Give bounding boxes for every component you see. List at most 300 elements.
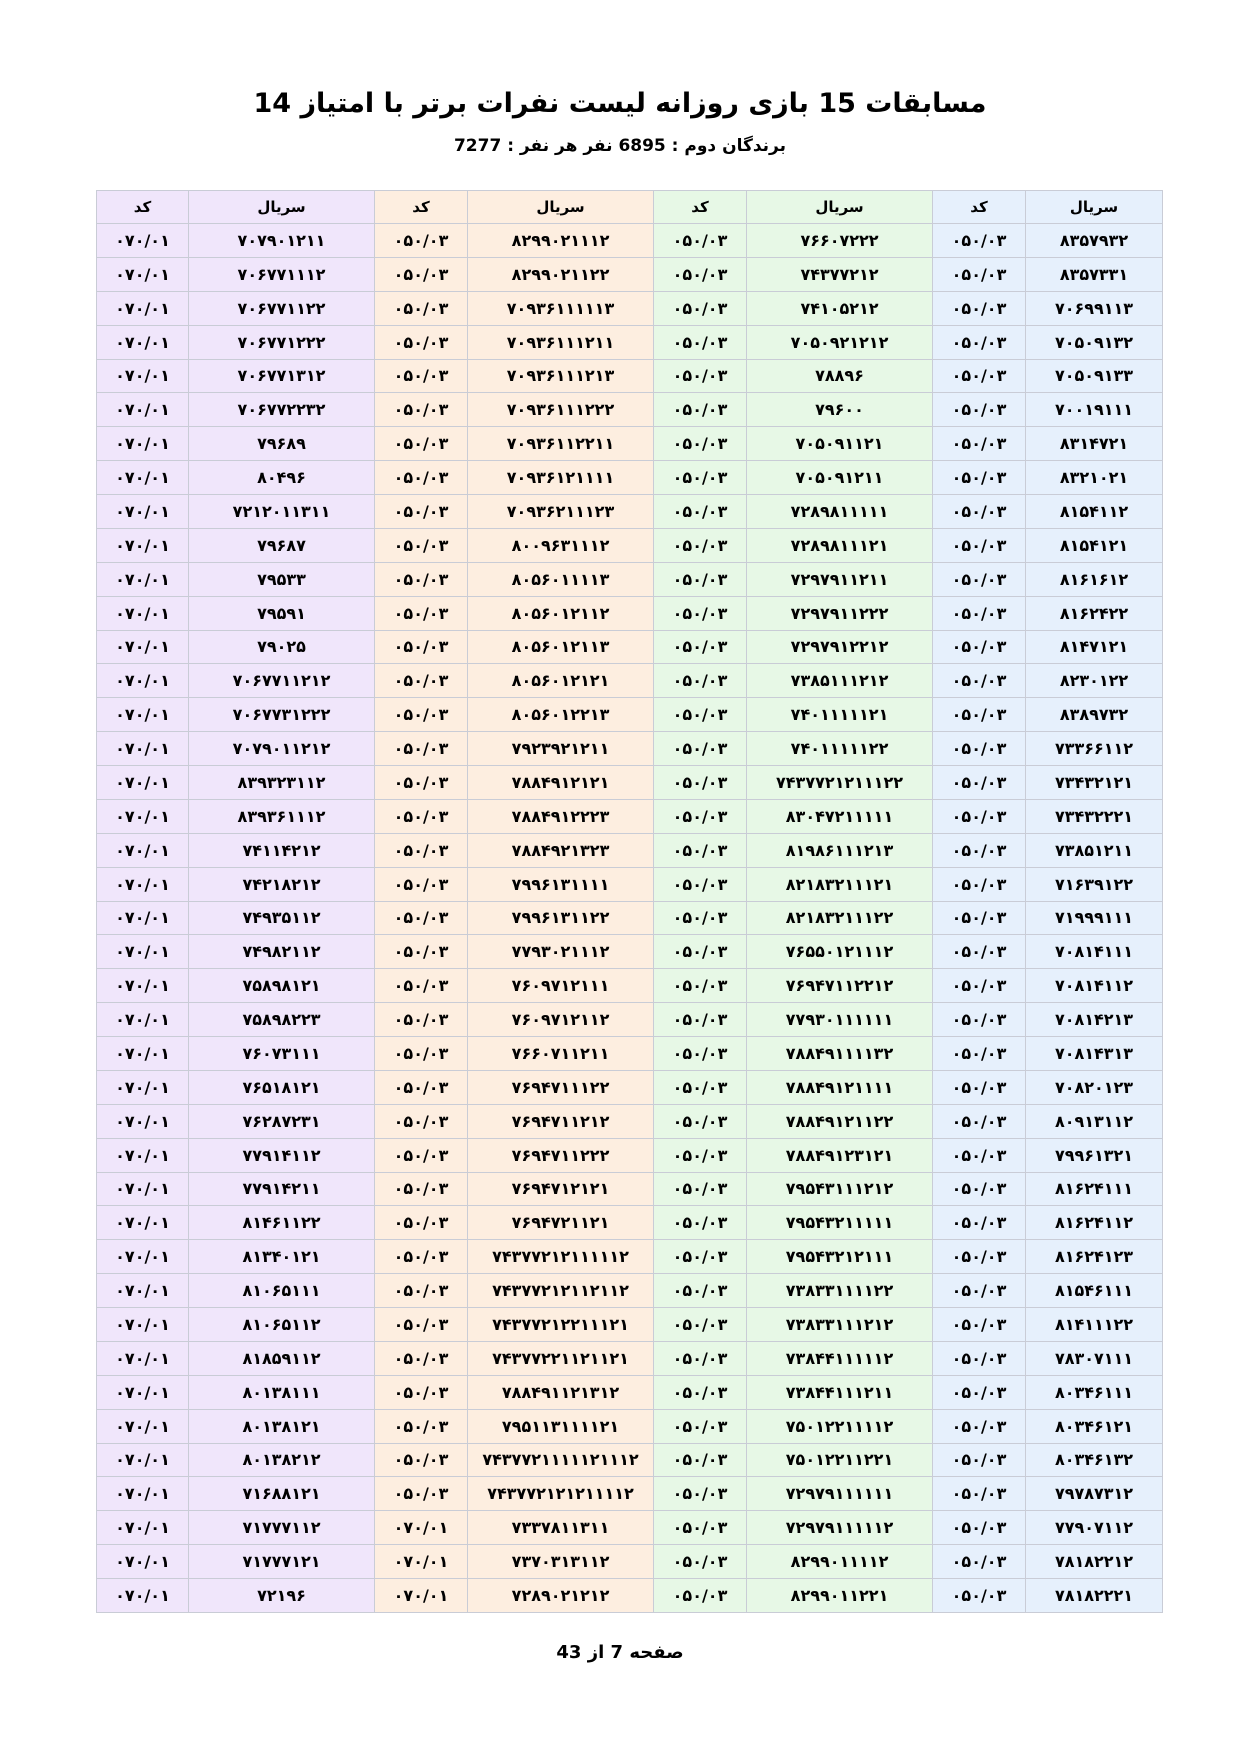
serial-cell: ۷۲۸۹۸۱۱۱۲۱ [747,529,932,563]
code-cell: ۰۵۰/۰۳ [933,698,1025,732]
serial-cell: ۸۱۶۱۶۱۲ [1026,563,1162,597]
code-cell: ۰۵۰/۰۳ [933,427,1025,461]
serial-cell: ۷۶۹۴۷۱۱۲۱۲ [468,1105,653,1139]
code-cell: ۰۵۰/۰۳ [654,698,746,732]
column-header-serial: سریال [189,190,374,224]
code-cell: ۰۵۰/۰۳ [654,1139,746,1173]
column-serial-3 [468,190,654,1613]
serial-cell: ۷۰۹۳۶۱۱۱۲۲۲ [468,393,653,427]
code-cell: ۰۷۰/۰۱ [97,461,188,495]
serial-cell: ۷۰۵۰۹۱۳۲ [1026,326,1162,360]
serial-cell: ۸۱۶۲۴۱۱۲ [1026,1206,1162,1240]
serial-cell: ۷۵۸۹۸۱۲۱ [189,969,374,1003]
code-cell: ۰۵۰/۰۳ [654,495,746,529]
serial-cell: ۷۵۰۱۲۲۱۱۲۲۱ [747,1444,932,1478]
code-cell: ۰۵۰/۰۳ [933,1545,1025,1579]
serial-cell: ۷۴۳۷۷۲۱۲۲۱۱۱۲۱ [468,1308,653,1342]
code-cell: ۰۵۰/۰۳ [933,1240,1025,1274]
code-cell: ۰۵۰/۰۳ [933,868,1025,902]
code-cell: ۰۵۰/۰۳ [375,563,467,597]
code-cell: ۰۵۰/۰۳ [933,360,1025,394]
serial-cell: ۷۴۳۷۷۲۱۲ [747,258,932,292]
code-cell: ۰۵۰/۰۳ [933,292,1025,326]
code-cell: ۰۵۰/۰۳ [654,631,746,665]
column-code-4 [96,190,189,1613]
serial-cell: ۸۱۴۱۱۱۲۲ [1026,1308,1162,1342]
code-cell: ۰۷۰/۰۱ [97,360,188,394]
serial-cell: ۷۱۹۹۹۱۱۱ [1026,902,1162,936]
serial-cell: ۷۳۴۳۲۲۲۱ [1026,800,1162,834]
code-cell: ۰۵۰/۰۳ [654,1206,746,1240]
code-cell: ۰۵۰/۰۳ [933,1376,1025,1410]
serial-cell: ۸۰۴۹۶ [189,461,374,495]
code-cell: ۰۵۰/۰۳ [654,360,746,394]
code-cell: ۰۵۰/۰۳ [654,732,746,766]
code-cell: ۰۵۰/۰۳ [375,1308,467,1342]
serial-cell: ۷۰۹۳۶۱۱۱۲۱۳ [468,360,653,394]
serial-cell: ۷۴۰۱۱۱۱۱۲۲ [747,732,932,766]
code-cell: ۰۷۰/۰۱ [97,1037,188,1071]
code-cell: ۰۵۰/۰۳ [933,1206,1025,1240]
code-cell: ۰۷۰/۰۱ [97,732,188,766]
serial-cell: ۷۰۶۷۷۳۱۲۲۲ [189,698,374,732]
code-cell: ۰۵۰/۰۳ [654,1376,746,1410]
serial-cell: ۷۱۷۷۷۱۱۲ [189,1511,374,1545]
serial-cell: ۸۱۴۷۱۲۱ [1026,631,1162,665]
serial-cell: ۷۳۸۴۴۱۱۱۲۱۱ [747,1376,932,1410]
code-cell: ۰۷۰/۰۱ [97,1308,188,1342]
serial-cell: ۷۹۶۰۰ [747,393,932,427]
code-cell: ۰۵۰/۰۳ [375,664,467,698]
code-cell: ۰۵۰/۰۳ [375,495,467,529]
column-header-serial: سریال [747,190,932,224]
code-cell: ۰۵۰/۰۳ [654,868,746,902]
code-cell: ۰۵۰/۰۳ [654,664,746,698]
code-cell: ۰۵۰/۰۳ [375,1444,467,1478]
code-cell: ۰۵۰/۰۳ [654,224,746,258]
serial-cell: ۷۰۹۳۶۲۱۱۱۲۳ [468,495,653,529]
code-cell: ۰۵۰/۰۳ [933,631,1025,665]
column-serial-1 [1026,190,1163,1613]
serial-cell: ۷۹۰۲۵ [189,631,374,665]
serial-cell: ۷۳۴۳۲۱۲۱ [1026,766,1162,800]
serial-cell: ۷۶۰۹۷۱۲۱۱۱ [468,969,653,1003]
code-cell: ۰۷۰/۰۱ [97,1240,188,1274]
serial-cell: ۷۸۸۴۹۱۲۲۲۳ [468,800,653,834]
code-cell: ۰۵۰/۰۳ [654,1274,746,1308]
code-cell: ۰۵۰/۰۳ [933,1173,1025,1207]
serial-cell: ۸۲۱۸۳۲۱۱۱۲۱ [747,868,932,902]
serial-cell: ۷۲۸۹۰۲۱۲۱۲ [468,1579,653,1613]
code-cell: ۰۷۰/۰۱ [97,834,188,868]
serial-cell: ۷۴۲۱۸۲۱۲ [189,868,374,902]
code-cell: ۰۷۰/۰۱ [97,1105,188,1139]
code-cell: ۰۷۰/۰۱ [97,1376,188,1410]
serial-cell: ۷۴۱۰۵۲۱۲ [747,292,932,326]
serial-cell: ۸۱۶۲۴۲۲ [1026,597,1162,631]
serial-cell: ۷۰۰۱۹۱۱۱ [1026,393,1162,427]
serial-cell: ۸۱۰۶۵۱۱۱ [189,1274,374,1308]
serial-cell: ۸۲۹۹۰۲۱۱۲۲ [468,258,653,292]
serial-cell: ۸۳۵۷۹۳۲ [1026,224,1162,258]
serial-cell: ۷۶۹۴۷۱۲۱۲۱ [468,1173,653,1207]
code-cell: ۰۵۰/۰۳ [654,766,746,800]
serial-cell: ۷۸۸۴۹۱۱۱۱۳۲ [747,1037,932,1071]
code-cell: ۰۷۰/۰۱ [97,1206,188,1240]
code-cell: ۰۵۰/۰۳ [933,732,1025,766]
serial-cell: ۷۰۶۷۷۱۱۲۱۲ [189,664,374,698]
serial-cell: ۷۸۱۸۲۲۲۱ [1026,1579,1162,1613]
serial-cell: ۷۹۵۹۱ [189,597,374,631]
code-cell: ۰۵۰/۰۳ [654,1410,746,1444]
serial-cell: ۷۴۰۱۱۱۱۱۲۱ [747,698,932,732]
code-cell: ۰۵۰/۰۳ [375,1003,467,1037]
serial-cell: ۷۹۵۳۳ [189,563,374,597]
serial-cell: ۷۴۳۷۷۲۱۱۱۱۱۲۱۱۱۲ [468,1444,653,1478]
code-cell: ۰۷۰/۰۱ [97,1444,188,1478]
serial-cell: ۷۴۳۷۷۲۱۲۱۱۲۱۱۲ [468,1274,653,1308]
code-cell: ۰۵۰/۰۳ [933,834,1025,868]
code-cell: ۰۷۰/۰۱ [97,427,188,461]
serial-cell: ۷۲۹۷۹۱۱۲۱۱ [747,563,932,597]
serial-cell: ۷۹۹۶۱۳۱۱۲۲ [468,902,653,936]
page-number: صفحه 7 از 43 [556,1642,684,1663]
serial-cell: ۷۶۶۰۷۱۱۲۱۱ [468,1037,653,1071]
code-cell: ۰۵۰/۰۳ [375,224,467,258]
serial-cell: ۷۲۸۹۸۱۱۱۱۱ [747,495,932,529]
code-cell: ۰۵۰/۰۳ [375,1376,467,1410]
code-cell: ۰۵۰/۰۳ [654,1477,746,1511]
serial-cell: ۷۳۳۶۶۱۱۲ [1026,732,1162,766]
code-cell: ۰۵۰/۰۳ [654,258,746,292]
code-cell: ۰۷۰/۰۱ [97,1579,188,1613]
serial-cell: ۸۲۹۹۰۱۱۱۱۲ [747,1545,932,1579]
code-cell: ۰۵۰/۰۳ [933,461,1025,495]
serial-cell: ۷۰۷۹۰۱۱۲۱۲ [189,732,374,766]
serial-cell: ۷۸۸۴۹۱۲۱۲۱ [468,766,653,800]
serial-cell: ۷۰۸۱۴۱۱۲ [1026,969,1162,1003]
code-cell: ۰۵۰/۰۳ [654,1511,746,1545]
code-cell: ۰۵۰/۰۳ [933,1477,1025,1511]
serial-cell: ۷۶۵۱۸۱۲۱ [189,1071,374,1105]
serial-cell: ۸۱۳۴۰۱۲۱ [189,1240,374,1274]
code-cell: ۰۵۰/۰۳ [654,969,746,1003]
serial-cell: ۷۰۵۰۹۱۱۲۱ [747,427,932,461]
serial-cell: ۷۸۳۰۷۱۱۱ [1026,1342,1162,1376]
serial-cell: ۸۱۴۶۱۱۲۲ [189,1206,374,1240]
code-cell: ۰۵۰/۰۳ [654,1545,746,1579]
serial-cell: ۷۷۹۱۴۲۱۱ [189,1173,374,1207]
code-cell: ۰۵۰/۰۳ [375,1240,467,1274]
serial-cell: ۷۰۸۱۴۱۱۱ [1026,935,1162,969]
code-cell: ۰۵۰/۰۳ [654,1071,746,1105]
serial-cell: ۷۳۸۴۴۱۱۱۱۱۲ [747,1342,932,1376]
code-cell: ۰۵۰/۰۳ [933,800,1025,834]
code-cell: ۰۵۰/۰۳ [375,1410,467,1444]
column-code-3 [375,190,468,1613]
code-cell: ۰۵۰/۰۳ [933,766,1025,800]
serial-cell: ۸۱۰۶۵۱۱۲ [189,1308,374,1342]
code-cell: ۰۵۰/۰۳ [933,1071,1025,1105]
code-cell: ۰۵۰/۰۳ [375,969,467,1003]
code-cell: ۰۵۰/۰۳ [375,868,467,902]
serial-cell: ۷۹۲۳۹۲۱۲۱۱ [468,732,653,766]
serial-cell: ۷۰۸۱۴۳۱۳ [1026,1037,1162,1071]
serial-cell: ۸۳۹۳۲۳۱۱۲ [189,766,374,800]
serial-cell: ۸۰۵۶۰۱۲۱۱۲ [468,597,653,631]
code-cell: ۰۵۰/۰۳ [375,427,467,461]
code-cell: ۰۵۰/۰۳ [375,1274,467,1308]
serial-cell: ۷۰۹۳۶۱۱۱۱۱۳ [468,292,653,326]
serial-cell: ۷۰۶۷۷۱۱۲۲ [189,292,374,326]
serial-cell: ۷۵۰۱۲۲۱۱۱۱۲ [747,1410,932,1444]
code-cell: ۰۵۰/۰۳ [375,292,467,326]
serial-cell: ۷۷۹۳۰۱۱۱۱۱۱ [747,1003,932,1037]
column-header-code: کد [654,190,746,224]
column-header-code: کد [933,190,1025,224]
serial-cell: ۸۰۵۶۰۱۱۱۱۳ [468,563,653,597]
column-header-serial: سریال [1026,190,1162,224]
code-cell: ۰۷۰/۰۱ [97,969,188,1003]
winners-table [87,190,1163,1613]
serial-cell: ۸۳۲۱۰۲۱ [1026,461,1162,495]
code-cell: ۰۷۰/۰۱ [97,1477,188,1511]
code-cell: ۰۵۰/۰۳ [654,427,746,461]
code-cell: ۰۵۰/۰۳ [375,393,467,427]
serial-cell: ۸۳۱۴۷۲۱ [1026,427,1162,461]
serial-cell: ۷۸۱۸۲۲۱۲ [1026,1545,1162,1579]
code-cell: ۰۷۰/۰۱ [97,902,188,936]
code-cell: ۰۵۰/۰۳ [654,597,746,631]
serial-cell: ۸۱۵۴۱۱۲ [1026,495,1162,529]
serial-cell: ۸۱۵۴۶۱۱۱ [1026,1274,1162,1308]
serial-cell: ۷۶۹۴۷۱۱۱۲۲ [468,1071,653,1105]
code-cell: ۰۵۰/۰۳ [654,1003,746,1037]
code-cell: ۰۵۰/۰۳ [375,360,467,394]
serial-cell: ۷۹۶۸۹ [189,427,374,461]
serial-cell: ۷۶۲۸۷۲۳۱ [189,1105,374,1139]
serial-cell: ۸۰۳۴۶۱۳۲ [1026,1444,1162,1478]
code-cell: ۰۵۰/۰۳ [933,1410,1025,1444]
code-cell: ۰۷۰/۰۱ [97,1071,188,1105]
code-cell: ۰۵۰/۰۳ [375,597,467,631]
code-cell: ۰۷۰/۰۱ [97,529,188,563]
code-cell: ۰۷۰/۰۱ [97,1342,188,1376]
serial-cell: ۷۰۶۷۷۱۱۱۲ [189,258,374,292]
code-cell: ۰۷۰/۰۱ [97,1173,188,1207]
serial-cell: ۷۰۹۳۶۱۱۲۲۱۱ [468,427,653,461]
serial-cell: ۷۰۶۷۷۱۲۲۲ [189,326,374,360]
serial-cell: ۸۰۳۴۶۱۱۱ [1026,1376,1162,1410]
code-cell: ۰۷۰/۰۱ [97,393,188,427]
code-cell: ۰۵۰/۰۳ [375,1477,467,1511]
code-cell: ۰۵۰/۰۳ [654,834,746,868]
code-cell: ۰۷۰/۰۱ [97,1003,188,1037]
code-cell: ۰۷۰/۰۱ [97,935,188,969]
code-cell: ۰۵۰/۰۳ [933,969,1025,1003]
serial-cell: ۷۴۳۷۷۲۲۱۱۲۱۱۲۱ [468,1342,653,1376]
code-cell: ۰۵۰/۰۳ [375,766,467,800]
code-cell: ۰۵۰/۰۳ [933,1105,1025,1139]
serial-cell: ۷۰۵۰۹۱۳۳ [1026,360,1162,394]
serial-cell: ۷۰۷۹۰۱۲۱۱ [189,224,374,258]
serial-cell: ۸۰۵۶۰۱۲۲۱۳ [468,698,653,732]
serial-cell: ۸۲۳۰۱۲۲ [1026,664,1162,698]
code-cell: ۰۵۰/۰۳ [375,1071,467,1105]
code-cell: ۰۵۰/۰۳ [933,495,1025,529]
serial-cell: ۸۰۹۱۳۱۱۲ [1026,1105,1162,1139]
serial-cell: ۸۱۹۸۶۱۱۱۲۱۳ [747,834,932,868]
code-cell: ۰۷۰/۰۱ [97,1545,188,1579]
serial-cell: ۸۰۱۳۸۱۲۱ [189,1410,374,1444]
serial-cell: ۷۸۸۹۶ [747,360,932,394]
serial-cell: ۷۹۵۴۳۲۱۲۱۱۱ [747,1240,932,1274]
serial-cell: ۸۱۶۲۴۱۲۳ [1026,1240,1162,1274]
code-cell: ۰۵۰/۰۳ [654,1579,746,1613]
serial-cell: ۸۳۰۴۷۲۱۱۱۱۱ [747,800,932,834]
serial-cell: ۷۶۹۴۷۲۱۱۲۱ [468,1206,653,1240]
column-header-code: کد [97,190,188,224]
code-cell: ۰۵۰/۰۳ [654,563,746,597]
code-cell: ۰۵۰/۰۳ [654,461,746,495]
serial-cell: ۸۰۳۴۶۱۲۱ [1026,1410,1162,1444]
serial-cell: ۸۱۵۴۱۲۱ [1026,529,1162,563]
code-cell: ۰۷۰/۰۱ [375,1545,467,1579]
code-cell: ۰۷۰/۰۱ [97,631,188,665]
serial-cell: ۷۹۶۸۷ [189,529,374,563]
serial-cell: ۷۲۹۷۹۱۱۱۱۱۱ [747,1477,932,1511]
serial-cell: ۷۴۳۷۷۲۱۲۱۲۱۱۱۱۲ [468,1477,653,1511]
serial-cell: ۷۶۹۴۷۱۱۲۲۲ [468,1139,653,1173]
code-cell: ۰۵۰/۰۳ [375,935,467,969]
serial-cell: ۸۳۹۳۶۱۱۱۲ [189,800,374,834]
serial-cell: ۷۹۷۸۷۳۱۲ [1026,1477,1162,1511]
serial-cell: ۷۲۱۲۰۱۱۳۱۱ [189,495,374,529]
code-cell: ۰۷۰/۰۱ [97,766,188,800]
code-cell: ۰۵۰/۰۳ [654,1105,746,1139]
code-cell: ۰۷۰/۰۱ [97,1139,188,1173]
serial-cell: ۷۲۱۹۶ [189,1579,374,1613]
serial-cell: ۸۳۵۷۳۳۱ [1026,258,1162,292]
code-cell: ۰۵۰/۰۳ [654,393,746,427]
serial-cell: ۷۰۶۹۹۱۱۳ [1026,292,1162,326]
code-cell: ۰۵۰/۰۳ [375,1206,467,1240]
column-serial-4 [189,190,375,1613]
code-cell: ۰۷۰/۰۱ [97,664,188,698]
code-cell: ۰۵۰/۰۳ [375,631,467,665]
code-cell: ۰۵۰/۰۳ [654,326,746,360]
serial-cell: ۸۰۵۶۰۱۲۱۲۱ [468,664,653,698]
code-cell: ۰۵۰/۰۳ [375,800,467,834]
serial-cell: ۷۱۷۷۷۱۲۱ [189,1545,374,1579]
serial-cell: ۷۳۷۰۳۱۳۱۱۲ [468,1545,653,1579]
serial-cell: ۷۰۹۳۶۱۱۱۲۱۱ [468,326,653,360]
serial-cell: ۸۱۸۵۹۱۱۲ [189,1342,374,1376]
serial-cell: ۸۰۵۶۰۱۲۱۱۳ [468,631,653,665]
serial-cell: ۷۳۸۳۳۱۱۱۱۲۲ [747,1274,932,1308]
serial-cell: ۸۰۱۳۸۱۱۱ [189,1376,374,1410]
serial-cell: ۷۹۵۱۱۳۱۱۱۱۲۱ [468,1410,653,1444]
serial-cell: ۷۸۸۴۹۱۲۱۱۱۱ [747,1071,932,1105]
code-cell: ۰۵۰/۰۳ [933,1444,1025,1478]
code-cell: ۰۵۰/۰۳ [933,563,1025,597]
code-cell: ۰۷۰/۰۱ [97,1511,188,1545]
serial-cell: ۷۶۶۰۷۲۲۲ [747,224,932,258]
serial-cell: ۷۷۹۰۷۱۱۲ [1026,1511,1162,1545]
serial-cell: ۷۱۶۳۹۱۲۲ [1026,868,1162,902]
code-cell: ۰۵۰/۰۳ [933,258,1025,292]
code-cell: ۰۵۰/۰۳ [933,1037,1025,1071]
code-cell: ۰۵۰/۰۳ [933,902,1025,936]
code-cell: ۰۵۰/۰۳ [375,1342,467,1376]
code-cell: ۰۷۰/۰۱ [97,326,188,360]
code-cell: ۰۵۰/۰۳ [933,1308,1025,1342]
code-cell: ۰۷۰/۰۱ [97,224,188,258]
code-cell: ۰۵۰/۰۳ [375,902,467,936]
code-cell: ۰۷۰/۰۱ [97,597,188,631]
code-cell: ۰۷۰/۰۱ [97,868,188,902]
serial-cell: ۷۸۸۴۹۱۲۱۱۲۲ [747,1105,932,1139]
code-cell: ۰۵۰/۰۳ [375,698,467,732]
code-cell: ۰۵۰/۰۳ [933,1274,1025,1308]
serial-cell: ۷۹۹۶۱۳۱۱۱۱ [468,868,653,902]
serial-cell: ۸۱۶۲۴۱۱۱ [1026,1173,1162,1207]
column-header-code: کد [375,190,467,224]
serial-cell: ۷۶۹۴۷۱۱۲۲۱۲ [747,969,932,1003]
serial-cell: ۷۰۵۰۹۲۱۲۱۲ [747,326,932,360]
serial-cell: ۸۳۸۹۷۳۲ [1026,698,1162,732]
code-cell: ۰۵۰/۰۳ [933,224,1025,258]
serial-cell: ۸۰۰۹۶۳۱۱۱۲ [468,529,653,563]
serial-cell: ۷۰۹۳۶۱۲۱۱۱۱ [468,461,653,495]
column-serial-2 [747,190,933,1613]
code-cell: ۰۵۰/۰۳ [933,326,1025,360]
code-cell: ۰۵۰/۰۳ [654,529,746,563]
serial-cell: ۷۸۸۴۹۲۱۳۲۳ [468,834,653,868]
code-cell: ۰۷۰/۰۱ [97,292,188,326]
serial-cell: ۸۲۹۹۰۱۱۲۲۱ [747,1579,932,1613]
serial-cell: ۷۳۳۷۸۱۱۳۱۱ [468,1511,653,1545]
code-cell: ۰۵۰/۰۳ [933,529,1025,563]
serial-cell: ۷۴۳۷۷۲۱۲۱۱۱۲۲ [747,766,932,800]
serial-cell: ۷۹۵۴۳۱۱۱۲۱۲ [747,1173,932,1207]
serial-cell: ۷۰۸۲۰۱۲۳ [1026,1071,1162,1105]
code-cell: ۰۵۰/۰۳ [375,326,467,360]
serial-cell: ۷۴۱۱۴۲۱۲ [189,834,374,868]
code-cell: ۰۵۰/۰۳ [654,1308,746,1342]
code-cell: ۰۵۰/۰۳ [375,1139,467,1173]
code-cell: ۰۵۰/۰۳ [654,935,746,969]
serial-cell: ۸۲۱۸۳۲۱۱۱۲۲ [747,902,932,936]
code-cell: ۰۷۰/۰۱ [97,1274,188,1308]
column-code-2 [654,190,747,1613]
code-cell: ۰۵۰/۰۳ [375,1173,467,1207]
code-cell: ۰۵۰/۰۳ [933,1579,1025,1613]
code-cell: ۰۵۰/۰۳ [654,1444,746,1478]
code-cell: ۰۵۰/۰۳ [933,597,1025,631]
column-code-1 [933,190,1026,1613]
code-cell: ۰۵۰/۰۳ [933,1139,1025,1173]
serial-cell: ۷۶۵۵۰۱۲۱۱۱۲ [747,935,932,969]
code-cell: ۰۷۰/۰۱ [97,1410,188,1444]
serial-cell: ۷۴۹۸۲۱۱۲ [189,935,374,969]
serial-cell: ۷۸۸۴۹۱۱۲۱۳۱۲ [468,1376,653,1410]
code-cell: ۰۷۰/۰۱ [375,1579,467,1613]
serial-cell: ۷۰۶۷۷۲۲۳۲ [189,393,374,427]
serial-cell: ۷۰۸۱۴۲۱۳ [1026,1003,1162,1037]
code-cell: ۰۵۰/۰۳ [654,1037,746,1071]
serial-cell: ۷۰۶۷۷۱۳۱۲ [189,360,374,394]
